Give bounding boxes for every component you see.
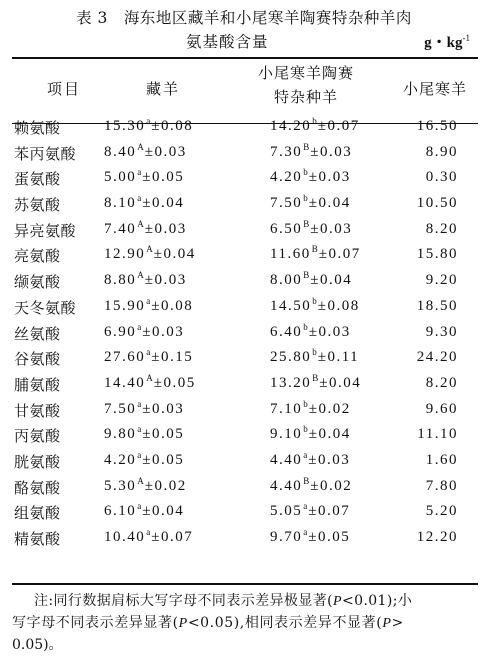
table-row [0,347,488,373]
error-value: ±0.05 [153,374,196,391]
xiaowei-sheep-value: 8.90 [425,143,458,160]
table-row [0,476,488,502]
note-line1 [34,590,488,612]
mean-value: 7.10 [270,400,303,417]
hybrid-sheep-value [270,141,353,161]
mean-value: 8.80 [104,272,137,289]
header-item: 项目 [46,80,81,98]
significance-superscript: B [312,372,319,383]
error-value: ±0.07 [308,503,351,520]
table-title-line1: 海东地区藏羊和小尾寒羊陶赛特杂种羊肉 [123,9,412,27]
note-line1-a: 注:同行数据肩标大写字母不同表示差异极显著( [34,593,333,609]
error-value: ±0.03 [308,451,351,468]
significance-superscript: a [146,347,151,358]
significance-superscript: a [137,193,142,204]
unit-exponent: -1 [462,33,470,43]
zang-sheep-value [104,372,196,392]
table-row [0,296,488,322]
zang-sheep-value [104,169,184,186]
error-value: ±0.03 [310,220,353,237]
mean-value: 9.80 [104,426,137,443]
significance-superscript: b [303,321,308,332]
hybrid-sheep-value [270,118,360,135]
xiaowei-sheep-value: 18.50 [416,297,458,314]
zang-sheep-value [104,503,184,520]
significance-superscript: b [303,424,308,435]
error-value: ±0.07 [151,529,194,545]
hybrid-sheep-value [270,426,351,443]
table-row [0,373,488,399]
amino-acid-name: 赖氨酸 [14,119,61,137]
significance-superscript: a [137,424,142,435]
zang-sheep-value [104,349,193,366]
table-row [0,193,488,219]
note-line2-a: 写字母不同表示差异显著( [12,615,179,631]
hybrid-sheep-value [270,169,351,186]
error-value: ±0.08 [151,118,194,134]
amino-acid-name: 甘氨酸 [14,401,61,420]
amino-acid-name: 缬氨酸 [14,273,61,292]
xiaowei-sheep-value: 9.60 [425,400,458,417]
error-value: ±0.02 [308,400,351,417]
mean-value: 4.40 [270,477,303,494]
table-row [0,501,488,527]
hybrid-sheep-value [270,349,359,366]
significance-superscript: b [312,295,317,306]
header-hybrid-line2: 特杂种羊 [273,88,338,106]
error-value: ±0.03 [144,143,187,160]
table-row [0,167,488,193]
mean-value: 8.40 [104,143,137,160]
hybrid-sheep-value [270,449,351,469]
zang-sheep-value [104,218,187,238]
hybrid-sheep-value [270,295,360,315]
mean-value: 8.00 [270,272,303,289]
mean-value: 15.90 [104,297,146,314]
hybrid-sheep-value [270,503,350,520]
table-caption-line2 [0,30,488,52]
mean-value: 14.50 [270,297,312,314]
error-value: ±0.03 [308,169,351,186]
hybrid-sheep-value [270,195,351,212]
zang-sheep-value [104,141,187,161]
mean-value: 6.50 [270,220,303,237]
xiaowei-sheep-value: 16.50 [416,118,458,134]
hybrid-sheep-value [270,529,350,546]
significance-superscript: a [146,527,151,537]
amino-acid-name: 亮氨酸 [14,247,61,266]
mean-value: 7.50 [270,195,303,212]
error-value: ±0.07 [318,246,361,263]
hybrid-sheep-value [270,246,361,263]
table-body [0,116,488,553]
significance-superscript: a [146,116,151,126]
error-value: ±0.03 [142,323,185,340]
mean-value: 6.90 [104,323,137,340]
mean-value: 9.10 [270,426,303,443]
hybrid-sheep-value [270,475,353,495]
zang-sheep-value [104,449,185,469]
zang-sheep-value [104,321,185,341]
amino-acid-name: 苯丙氨酸 [14,144,77,163]
xiaowei-sheep-value: 9.20 [425,272,458,289]
significance-superscript: a [137,321,142,332]
error-value: ±0.03 [142,400,185,417]
table-row [0,116,488,142]
significance-superscript: B [303,475,310,486]
mean-value: 8.10 [104,195,137,212]
note-line2 [12,612,488,634]
xiaowei-sheep-value: 11.10 [417,426,458,443]
significance-superscript: A [146,372,153,383]
note-line1-b: <0.01);小 [341,593,413,609]
error-value: ±0.04 [319,374,362,391]
xiaowei-sheep-value: 9.30 [425,323,458,340]
xiaowei-sheep-value: 0.30 [425,169,458,186]
table-row [0,244,488,270]
mean-value: 27.60 [104,349,146,366]
unit-main: g・kg [424,35,463,51]
header-hybrid-sheep [236,61,376,109]
error-value: ±0.03 [310,143,353,160]
significance-superscript: a [137,398,142,409]
significance-superscript: B [303,218,310,229]
significance-superscript: b [303,167,308,178]
header-xiaowei-sheep: 小尾寒羊 [402,80,467,98]
significance-superscript: a [146,295,151,306]
significance-superscript: a [137,167,142,178]
mean-value: 5.00 [104,169,137,186]
table-title-line2: 氨基酸含量 [186,33,269,51]
note-p-symbol: P [332,594,342,609]
error-value: ±0.04 [142,503,185,520]
error-value: ±0.05 [142,451,185,468]
hybrid-sheep-value [270,272,352,289]
table-top-rule [12,57,478,59]
table-note [0,590,488,656]
significance-superscript: b [312,116,317,126]
mean-value: 7.50 [104,400,137,417]
significance-superscript: A [137,475,144,486]
significance-superscript: A [146,244,153,255]
error-value: ±0.04 [308,195,351,212]
mean-value: 12.90 [104,246,146,263]
mean-value: 7.40 [104,220,137,237]
error-value: ±0.04 [308,426,351,443]
zang-sheep-value [104,272,187,289]
mean-value: 14.40 [104,374,146,391]
hybrid-sheep-value [270,398,351,418]
unit-label [424,31,470,52]
xiaowei-sheep-value: 1.60 [425,451,458,468]
significance-superscript: a [303,527,308,537]
table-row [0,399,488,425]
error-value: ±0.05 [142,426,185,443]
mean-value: 25.80 [270,349,312,366]
zang-sheep-value [104,529,193,546]
amino-acid-name: 组氨酸 [14,504,61,523]
mean-value: 7.30 [270,143,303,160]
amino-acid-name: 丝氨酸 [14,324,61,343]
significance-superscript: a [303,501,308,512]
mean-value: 13.20 [270,374,312,391]
error-value: ±0.02 [310,477,353,494]
mean-value: 15.30 [104,118,146,134]
table-row [0,424,488,450]
xiaowei-sheep-value: 8.20 [425,374,458,391]
xiaowei-sheep-value: 8.20 [425,220,458,237]
significance-superscript: B [303,270,310,281]
table-bottom-rule [12,583,478,585]
table-row [0,142,488,168]
table-row [0,270,488,296]
error-value: ±0.04 [142,195,185,212]
error-value: ±0.05 [142,169,185,186]
xiaowei-sheep-value: 12.20 [416,529,458,545]
error-value: ±0.08 [151,297,194,314]
mean-value: 5.05 [270,503,303,520]
table-number: 表 3 [76,9,108,27]
error-value: ±0.04 [310,272,353,289]
zang-sheep-value [104,398,185,418]
significance-superscript: A [137,270,144,281]
amino-acid-name: 谷氨酸 [14,350,61,369]
note-line2-c: > [391,615,404,631]
mean-value: 5.30 [104,477,137,494]
significance-superscript: a [137,449,142,460]
amino-acid-name: 精氨酸 [14,530,61,548]
amino-acid-name: 丙氨酸 [14,427,61,446]
xiaowei-sheep-value: 7.80 [425,477,458,494]
error-value: ±0.03 [144,272,187,289]
significance-superscript: b [303,398,308,409]
error-value: ±0.03 [308,323,351,340]
significance-superscript: B [311,244,318,255]
amino-acid-name: 蛋氨酸 [14,170,61,189]
table-row [0,219,488,245]
mean-value: 11.60 [270,246,311,263]
error-value: ±0.08 [317,297,360,314]
table-row [0,322,488,348]
error-value: ±0.04 [153,246,196,263]
error-value: ±0.11 [317,349,360,366]
mean-value: 4.20 [270,169,303,186]
amino-acid-name: 脯氨酸 [14,375,61,394]
zang-sheep-value [104,118,193,135]
significance-superscript: B [303,141,310,152]
error-value: ±0.02 [144,477,187,494]
xiaowei-sheep-value: 5.20 [425,503,458,520]
mean-value: 4.20 [104,451,137,468]
table-row [0,527,488,553]
zang-sheep-value [104,426,184,443]
note-p-symbol: P [178,616,188,631]
significance-superscript: a [303,449,308,460]
table-row [0,450,488,476]
note-line3: 0.05)。 [12,637,63,653]
significance-superscript: a [137,501,142,512]
error-value: ±0.05 [308,529,351,545]
zang-sheep-value [104,246,196,263]
error-value: ±0.03 [144,220,187,237]
error-value: ±0.07 [317,118,360,134]
table-caption [0,6,488,28]
header-zang-sheep: 藏羊 [145,80,180,98]
mean-value: 14.20 [270,118,312,134]
significance-superscript: b [303,193,308,204]
amino-acid-name: 苏氨酸 [14,196,61,215]
mean-value: 6.10 [104,503,137,520]
error-value: ±0.15 [151,349,194,366]
amino-acid-name: 酪氨酸 [14,478,61,497]
xiaowei-sheep-value: 10.50 [416,195,458,212]
zang-sheep-value [104,195,184,212]
mean-value: 6.40 [270,323,303,340]
significance-superscript: A [137,141,144,152]
header-hybrid-line1: 小尾寒羊陶赛 [257,64,354,82]
xiaowei-sheep-value: 24.20 [416,349,458,366]
mean-value: 4.40 [270,451,303,468]
amino-acid-name: 胱氨酸 [14,452,61,471]
hybrid-sheep-value [270,321,351,341]
note-line2-b: <0.05),相同表示差异不显著( [187,615,383,631]
mean-value: 10.40 [104,529,146,545]
mean-value: 9.70 [270,529,303,545]
hybrid-sheep-value [270,218,353,238]
zang-sheep-value [104,475,187,495]
hybrid-sheep-value [270,372,362,392]
zang-sheep-value [104,295,194,315]
amino-acid-name: 天冬氨酸 [14,298,77,317]
significance-superscript: b [312,347,317,358]
note-p-symbol: P [382,616,392,631]
amino-acid-name: 异亮氨酸 [14,221,77,240]
xiaowei-sheep-value: 15.80 [416,246,458,263]
significance-superscript: A [137,218,144,229]
